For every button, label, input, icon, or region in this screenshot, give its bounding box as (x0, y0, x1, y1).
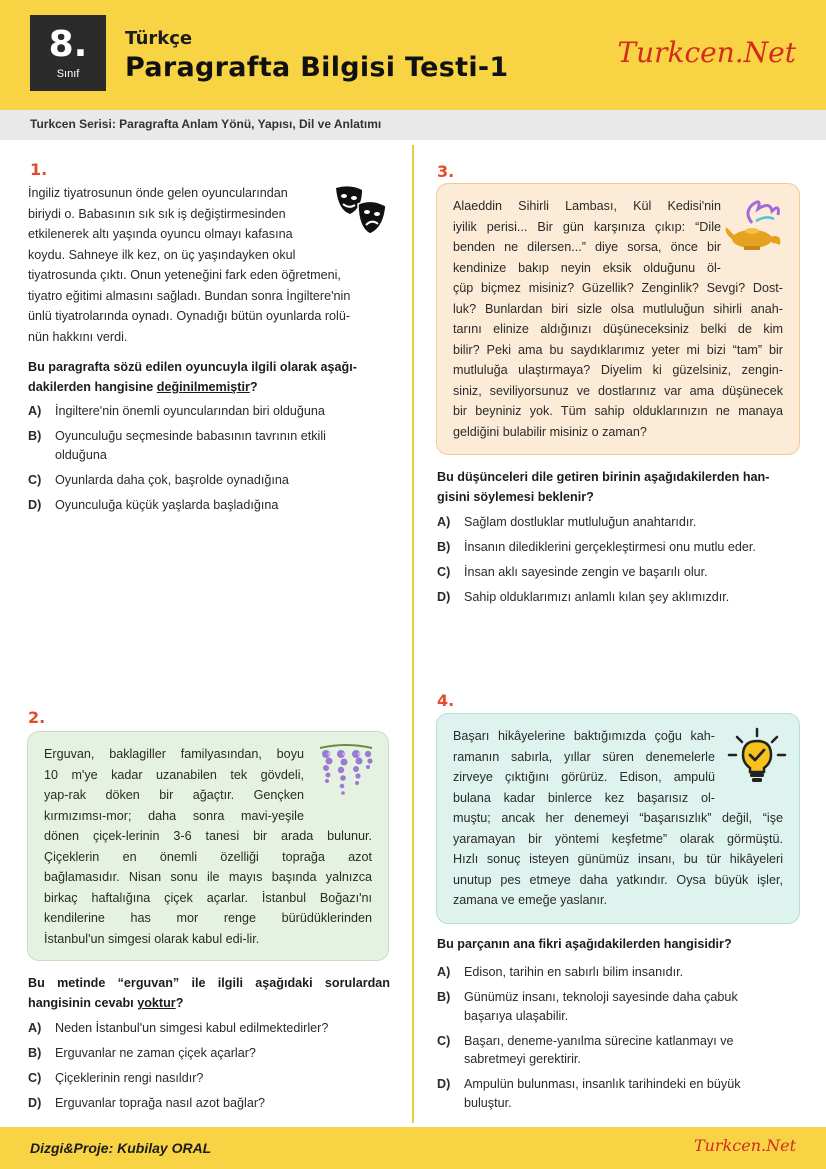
option-text: Oyunlarda daha çok, başrolde oynadığına (55, 472, 289, 487)
option-letter: B) (437, 540, 451, 554)
paragraph-line: nün hakkını verdi. (28, 329, 128, 344)
paragraph-line: Çiçeklerin en önemli özelliği toprağa azot (44, 849, 372, 864)
option-letter: C) (437, 565, 451, 579)
question-4-stem (437, 934, 803, 954)
question-3-options (437, 513, 803, 613)
series-title: Turkcen Serisi: Paragrafta Anlam Yönü, Yapısı, Dil ve Anlatımı (30, 117, 382, 131)
question-1-stem (28, 357, 400, 397)
question-2-options (28, 1019, 390, 1119)
question-number: 1. (30, 160, 48, 179)
option-text: Başarı, deneme-yanılma sürecine katlanmayı ve sabretmeyi gerektirir. (464, 1033, 734, 1066)
option-b[interactable] (437, 988, 803, 1025)
theatre-masks-icon (332, 182, 390, 240)
option-d[interactable] (437, 588, 803, 607)
option-b[interactable] (28, 427, 380, 464)
option-letter: A) (437, 965, 451, 979)
option-text: İnsanın dilediklerini gerçekleştirmesi onu mutlu eder. (464, 540, 756, 554)
paragraph-line: kendilerine has mor renge bürüdüklerinden (44, 911, 372, 925)
paragraph-line: Erguvan, baklagiller familyasından, boyu (44, 747, 304, 761)
question-3-number (437, 162, 454, 182)
paragraph-line: luk? Bunlardan biri sizle olsa mutluluğun sihirli anah- (453, 301, 783, 316)
option-letter: D) (28, 1096, 42, 1110)
option-text: Oyunculuğa küçük yaşlarda başladığına (55, 497, 279, 512)
paragraph-line: bağlamasıdır. Nisan sonu ile mayıs başında yalnızca (44, 870, 372, 884)
question-1-number (30, 160, 47, 180)
option-text: İngiltere'nin önemli oyuncularından biri olduğuna (55, 404, 325, 418)
column-divider (412, 145, 414, 1123)
stem-text: dakilerden hangisine (28, 380, 157, 394)
paragraph-line: ünlü tiyatrolarında oynadı. Oynadığı bütün oyunlarda rolü- (28, 309, 351, 323)
paragraph-line: kırmızımsı-mor; daha sonra mavi-yeşile (44, 808, 304, 823)
option-letter: C) (28, 1071, 42, 1085)
paragraph-line: tarını elinize aldığınızı düşüneceksiniz belki de kim (453, 322, 783, 336)
paragraph-line: zirveye çıktığını görürüz. Edison, ampulü (453, 770, 715, 784)
stem-underlined: yoktur (137, 996, 176, 1010)
question-4-options (437, 963, 803, 1119)
paragraph-line: etkilenerek altı yaşında oyuncu olmayı kafasına (28, 227, 293, 241)
option-text: Erguvanlar toprağa nasıl azot bağlar? (55, 1096, 266, 1110)
option-letter: C) (437, 1033, 451, 1048)
stem-text: gisini söylemesi beklenir? (437, 490, 594, 504)
option-a[interactable] (28, 1019, 390, 1038)
paragraph-line: çüp biçmez misiniz? Güzellik? Zenginlik? Sevgi? Dost- (453, 281, 783, 295)
option-text: Günümüz insanı, teknoloji sayesinde daha çabuk başarıya ulaşabilir. (464, 990, 738, 1023)
paragraph-line: ramanın sabırla, yıllar süren denemelerle (453, 749, 715, 764)
footer-credit: Dizgi&Proje: Kubilay ORAL (30, 1140, 212, 1156)
option-text: İnsan aklı sayesinde zengin ve başarılı olur. (464, 565, 708, 579)
paragraph-line: unutup pes etmeye daha yatkındır. Oysa büyük işler, (453, 872, 783, 887)
option-text: Neden İstanbul'un simgesi kabul edilmektedirler? (55, 1021, 329, 1035)
paragraph-line: bir beyniniz yok. Tüm sahip olduklarınızın ne manaya (453, 404, 783, 418)
paragraph-line: dönen çiçek-lerinin 3-6 tanesi bir arada bulunur. (44, 829, 372, 843)
option-letter: D) (28, 497, 42, 512)
option-d[interactable] (28, 1094, 390, 1113)
magic-lamp-icon (722, 193, 784, 255)
stem-text: ? (249, 380, 258, 394)
option-d[interactable] (28, 496, 380, 515)
footer-brand-logo: Turkcen.Net (693, 1136, 796, 1155)
paragraph-line: İstanbul'un simgesi olarak kabul edi-lir. (44, 931, 260, 946)
paragraph-line: zamana ve emeğe yaslanır. (453, 893, 608, 907)
option-c[interactable] (437, 563, 803, 582)
brand-logo: Turkcen.Net (617, 36, 796, 69)
option-a[interactable] (437, 513, 803, 532)
stem-text: Bu metinde “erguvan” ile ilgili aşağıdaki sorulardan (28, 976, 390, 990)
paragraph-line: Hızlı sonuç isteyen günümüz insanı, bu tür hikâyeleri (453, 852, 783, 866)
page-title: Paragrafta Bilgisi Testi-1 (125, 52, 509, 83)
option-letter: D) (437, 1077, 451, 1091)
option-text: Oyunculuğu seçmesinde babasının tavrının etkili olduğuna (55, 429, 326, 462)
option-c[interactable] (28, 471, 380, 490)
option-text: Sağlam dostluklar mutluluğun anahtarıdır. (464, 515, 697, 529)
grade-label: Sınıf (56, 68, 80, 80)
question-4-number (437, 691, 454, 711)
paragraph-line: yaramayan bir yöntemi keşfetme” olarak görmüştü. (453, 831, 783, 846)
paragraph-line: yap-rak döken bir ağaçtır. Gençken (44, 788, 304, 802)
option-a[interactable] (28, 402, 380, 421)
paragraph-line: birkaç haftalığına çiçek açarlar. İstanbul Boğazı'nı (44, 890, 372, 905)
grade-badge (30, 15, 106, 91)
paragraph-line: tiyatro eğitimi almasını sağladı. Bundan sonra İngiltere'nin (28, 288, 351, 303)
stem-text: Bu paragrafta sözü edilen oyuncuyla ilgili olarak aşağı- (28, 360, 357, 374)
option-letter: B) (28, 429, 42, 443)
option-a[interactable] (437, 963, 803, 982)
paragraph-line: 10 m'ye kadar uzanabilen tek gövdeli, (44, 767, 304, 782)
option-letter: A) (437, 515, 451, 529)
option-letter: A) (28, 404, 42, 418)
question-2-stem (28, 973, 390, 1013)
option-text: Erguvanlar ne zaman çiçek açarlar? (55, 1046, 256, 1060)
stem-text: Bu düşünceleri dile getiren birinin aşağıdakilerden han- (437, 470, 770, 484)
option-letter: A) (28, 1021, 42, 1035)
option-c[interactable] (28, 1069, 390, 1088)
stem-underlined: değinilmemiştir (156, 380, 250, 394)
option-b[interactable] (437, 538, 803, 557)
option-letter: B) (28, 1046, 42, 1060)
subject-label: Türkçe (125, 28, 193, 49)
option-letter: C) (28, 472, 42, 487)
paragraph-line: benden ne dilersen...” diye sorsa, önce bir (453, 240, 721, 254)
stem-text: hangisinin cevabı (28, 996, 138, 1010)
paragraph-line: geldiğini bulabilir misiniz o zaman? (453, 424, 647, 439)
question-number: 4. (437, 691, 455, 710)
question-number: 3. (437, 162, 455, 181)
stem-text: ? (175, 996, 184, 1010)
paragraph-line: tiyatrosunda çıktı. Onun yeteneğini fark eden öğretmeni, (28, 268, 341, 282)
option-text: Edison, tarihin en sabırlı bilim insanıdır. (464, 965, 684, 979)
question-2-number (28, 708, 45, 728)
option-c[interactable] (437, 1032, 803, 1069)
paragraph-line: bilir? Peki ama bu saydıklarımız yeter mi bizi “tam” bir (453, 342, 783, 357)
option-letter: D) (437, 590, 451, 604)
option-b[interactable] (28, 1044, 390, 1063)
paragraph-line: muştu; ancak her denemeyi “başarısızlık” değil, “işe (453, 811, 783, 825)
question-number: 2. (28, 708, 46, 727)
option-d[interactable] (437, 1075, 803, 1112)
option-letter: B) (437, 990, 451, 1004)
paragraph-line: biriydi o. Babasının sık sık iş değiştirmesinden (28, 206, 286, 221)
paragraph-line: iyilik perisi... Bir gün karşınıza çıkıp: “Dile (453, 219, 721, 234)
paragraph-line: Başarı hikâyelerine baktığımızda çoğu kah- (453, 729, 715, 743)
paragraph-line: kendinize bakıp neyin eksik olduğunu öl- (453, 260, 721, 275)
wisteria-flower-icon (316, 742, 376, 804)
paragraph-line: bulana kadar binlerce kez başarısız ol- (453, 790, 715, 805)
question-1-options (28, 402, 380, 521)
paragraph-line: mutluluğa ulaştırmaya? Diyelim ki güzelsiniz, zengin- (453, 363, 783, 377)
option-text: Ampulün bulunması, insanlık tarihindeki en büyük buluştur. (464, 1077, 741, 1110)
paragraph-line: Alaeddin Sihirli Lambası, Kül Kedisi'nin (453, 199, 721, 213)
stem-text: Bu parçanın ana fikri aşağıdakilerden hangisidir? (437, 937, 732, 951)
grade-number: 8. (48, 24, 88, 65)
option-text: Çiçeklerinin rengi nasıldır? (55, 1071, 204, 1085)
paragraph-line: siniz, seviliyorsunuz ve dostlarınız var ama düşünecek (453, 383, 783, 398)
lightbulb-icon (727, 727, 787, 787)
paragraph-line: İngiliz tiyatrosunun önde gelen oyuncularından (28, 186, 288, 200)
question-3-stem (437, 467, 803, 507)
option-text: Sahip olduklarımızı anlamlı kılan şey aklımızdır. (464, 590, 730, 604)
paragraph-line: koydu. Sahneye ilk kez, on üç yaşındayken okul (28, 247, 296, 262)
